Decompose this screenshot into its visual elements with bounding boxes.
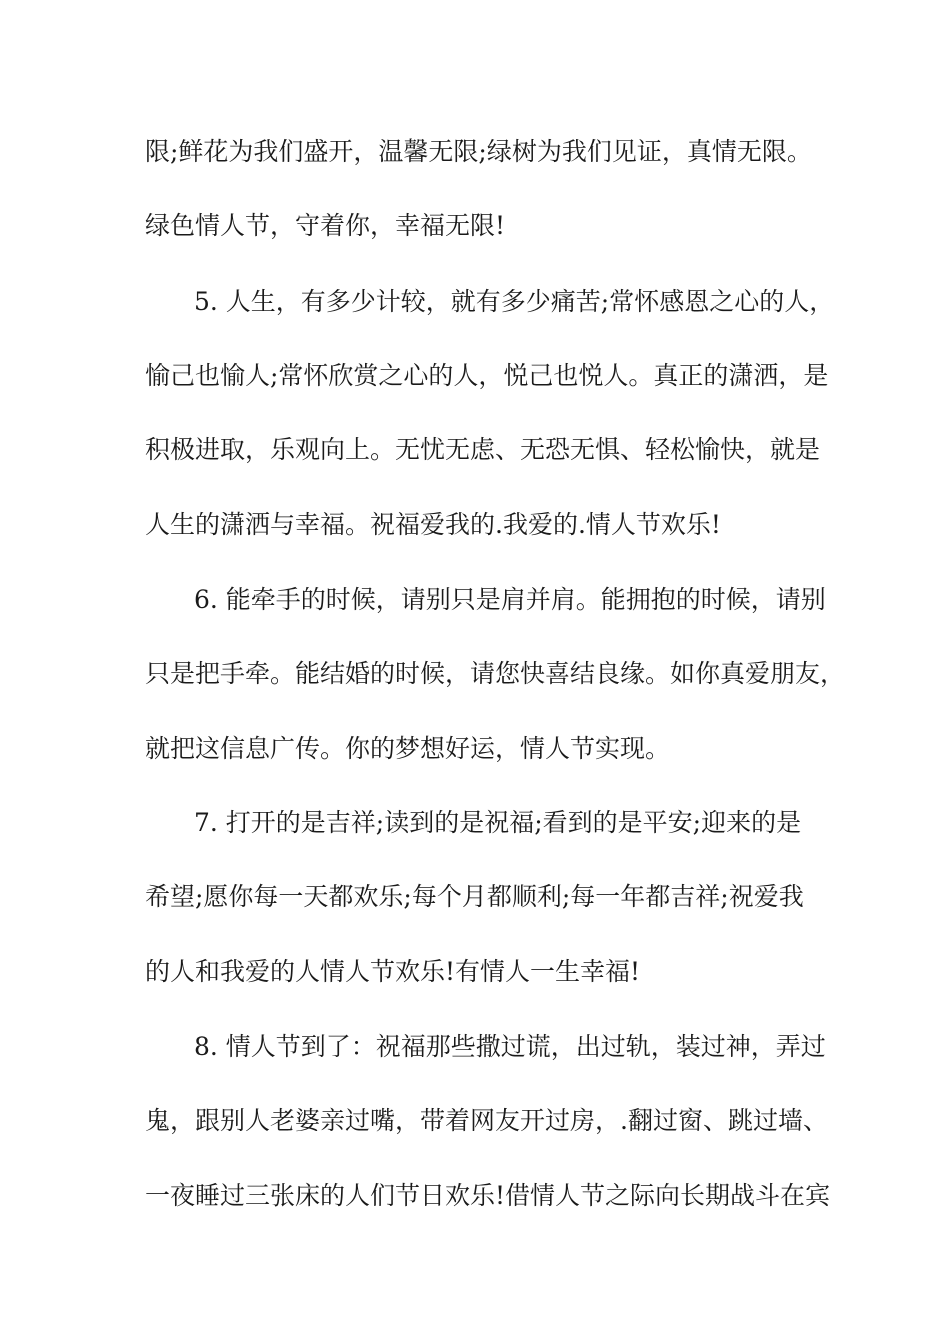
paragraph-6-line-3: 就把这信息广传。你的梦想好运，情人节实现。 — [145, 734, 671, 763]
text-line-2: 绿色情人节，守着你，幸福无限! — [145, 211, 506, 240]
paragraph-8-line-2: 鬼，跟别人老婆亲过嘴，带着网友开过房，.翻过窗、跳过墙、 — [145, 1106, 828, 1135]
paragraph-8-line-1: 8. 情人节到了：祝福那些撒过谎，出过轨，装过神，弄过 — [194, 1032, 826, 1061]
paragraph-5-line-3: 积极进取，乐观向上。无忧无虑、无恐无惧、轻松愉快，就是 — [145, 435, 821, 464]
paragraph-7-line-2: 希望;愿你每一天都欢乐;每个月都顺利;每一年都吉祥;祝爱我 — [145, 882, 804, 911]
paragraph-8-line-3: 一夜睡过三张床的人们节日欢乐!借情人节之际向长期战斗在宾 — [145, 1181, 831, 1210]
paragraph-6-line-2: 只是把手牵。能结婚的时候，请您快喜结良缘。如你真爱朋友， — [145, 659, 846, 688]
text-line-1: 限;鲜花为我们盛开，温馨无限;绿树为我们见证，真情无限。 — [145, 137, 812, 166]
paragraph-5-line-1: 5. 人生，有多少计较，就有多少痛苦;常怀感恩之心的人， — [194, 287, 835, 316]
paragraph-7-line-1: 7. 打开的是吉祥;读到的是祝福;看到的是平安;迎来的是 — [194, 808, 802, 837]
paragraph-7-line-3: 的人和我爱的人情人节欢乐!有情人一生幸福! — [145, 957, 641, 986]
paragraph-5-line-2: 愉己也愉人;常怀欣赏之心的人，悦己也悦人。真正的潇洒，是 — [145, 361, 829, 390]
paragraph-6-line-1: 6. 能牵手的时候，请别只是肩并肩。能拥抱的时候，请别 — [194, 585, 826, 614]
paragraph-5-line-4: 人生的潇洒与幸福。祝福爱我的.我爱的.情人节欢乐! — [145, 510, 721, 539]
